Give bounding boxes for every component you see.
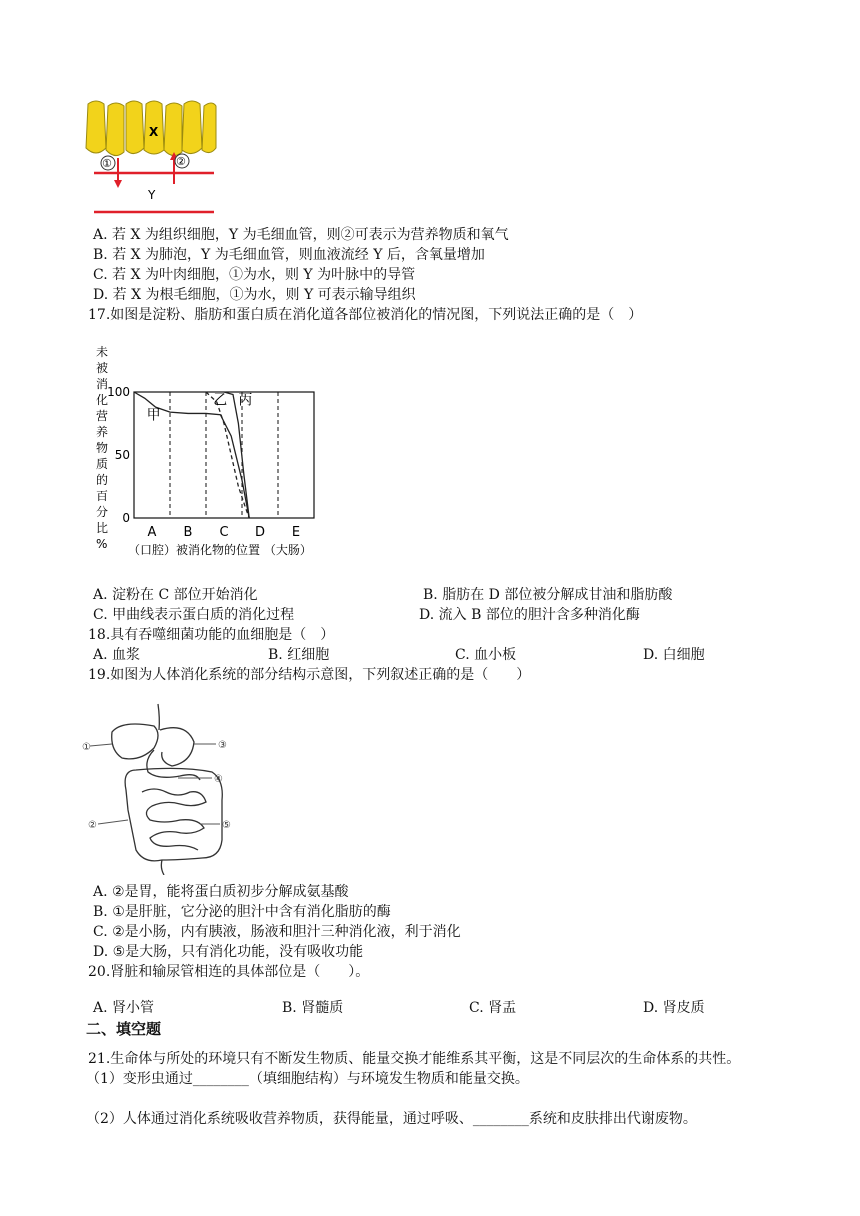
y-label-char: 比	[96, 521, 109, 535]
q19-option-b: B. ①是肝脏，它分泌的胆汁中含有消化脂肪的酶	[93, 904, 391, 920]
series-label-丙: 丙	[238, 392, 253, 409]
q16-diagram	[82, 100, 222, 218]
y-label-char: 的	[96, 473, 109, 487]
q18-option-b: B. 红细胞	[268, 647, 330, 663]
q19-option-a: A. ②是胃，能将蛋白质初步分解成氨基酸	[93, 884, 349, 900]
label-1: ①	[82, 742, 91, 753]
q17-option-b: B. 脂肪在 D 部位被分解成甘油和脂肪酸	[423, 587, 673, 603]
label-5: ⑤	[222, 820, 231, 831]
small-intestine	[142, 789, 206, 850]
y-tick-50: 50	[114, 448, 130, 462]
label-3: ③	[218, 740, 227, 751]
rectum	[161, 860, 164, 875]
q18-option-c: C. 血小板	[455, 647, 517, 663]
q16-option-b: B. 若 X 为肺泡，Y 为毛细血管，则血液流经 Y 后，含氧量增加	[93, 247, 485, 263]
q18-stem: 18.具有吞噬细菌功能的血细胞是（ ）	[88, 627, 335, 643]
y-label-char: 百	[96, 489, 109, 503]
y-label-char: 未	[96, 345, 109, 359]
y-tick-0: 0	[122, 511, 130, 525]
q16-option-d: D. 若 X 为根毛细胞，①为水，则 Y 可表示输导组织	[93, 287, 416, 303]
duodenum	[147, 750, 200, 780]
y-label-char: 消	[96, 377, 109, 391]
y-label-char: 养	[96, 425, 109, 439]
y-label-char: 分	[96, 505, 109, 519]
x-tick-C: C	[219, 525, 229, 540]
q18-option-a: A. 血浆	[93, 647, 141, 663]
q20-option-c: C. 肾盂	[469, 1000, 517, 1016]
y-label: Y	[148, 188, 156, 202]
q21-stem: 21.生命体与所处的环境只有不断发生物质、能量交换才能维系其平衡，这是不同层次的生命体系的共性。	[88, 1051, 741, 1067]
x-tick-B: B	[183, 525, 193, 540]
y-label-char: 化	[96, 393, 109, 407]
y-tick-labels	[107, 385, 130, 525]
q19-option-d: D. ⑤是大肠，只有消化功能，没有吸收功能	[93, 944, 364, 960]
label-4: ④	[214, 774, 223, 785]
q20-option-d: D. 肾皮质	[643, 1000, 705, 1016]
y-label-char: %	[96, 537, 108, 551]
q17-option-a: A. 淀粉在 C 部位开始消化	[93, 587, 258, 603]
y-label-char: 被	[96, 361, 109, 375]
esophagus	[158, 704, 159, 730]
x-tick-E: E	[291, 525, 301, 540]
x-axis-label: （口腔）被消化物的位置 （大肠）	[128, 543, 312, 557]
q20-stem: 20.肾脏和输尿管相连的具体部位是（ ）。	[88, 964, 370, 980]
x-category-labels	[148, 525, 301, 540]
plot-frame	[134, 392, 314, 518]
y-label-char: 营	[96, 409, 109, 423]
x-tick-D: D	[254, 525, 266, 540]
y-label-char: 物	[96, 441, 109, 455]
y-axis-label	[96, 344, 108, 551]
section-dividers	[170, 392, 278, 518]
q20-option-a: A. 肾小管	[93, 1000, 155, 1016]
q17-option-d: D. 流入 B 部位的胆汁含多种消化酶	[419, 607, 640, 623]
q17-stem: 17.如图是淀粉、脂肪和蛋白质在消化道各部位被消化的情况图，下列说法正确的是（ ）	[88, 307, 643, 323]
q19-stem: 19.如图为人体消化系统的部分结构示意图，下列叙述正确的是（ ）	[88, 667, 531, 683]
q20-option-b: B. 肾髓质	[282, 1000, 344, 1016]
q19-option-c: C. ②是小肠，内有胰液，肠液和胆汁三种消化液，利于消化	[93, 924, 461, 940]
curves	[134, 392, 252, 518]
q21-sub2: （2）人体通过消化系统吸收营养物质，获得能量，通过呼吸、________系统和皮肤排出代谢废物。	[86, 1111, 697, 1127]
mark-2: ②	[176, 155, 186, 168]
series-label-乙: 乙	[213, 392, 228, 409]
arrow-1-head	[114, 180, 122, 188]
series-label-甲: 甲	[146, 407, 161, 424]
curve-乙	[206, 392, 249, 518]
q18-option-d: D. 白细胞	[643, 647, 705, 663]
q17-option-c: C. 甲曲线表示蛋白质的消化过程	[93, 607, 295, 623]
section-title: 二、填空题	[86, 1020, 162, 1038]
q19-digestive-diagram	[82, 700, 242, 875]
x-label: X	[149, 125, 159, 139]
q17-chart	[90, 342, 340, 572]
y-tick-100: 100	[107, 385, 130, 399]
stomach-shape	[160, 728, 194, 766]
x-tick-A: A	[147, 525, 157, 540]
large-intestine	[125, 768, 222, 860]
q21-sub1: （1）变形虫通过________（填细胞结构）与环境发生物质和能量交换。	[86, 1071, 529, 1087]
mark-1: ①	[102, 157, 112, 170]
label-2: ②	[88, 820, 97, 831]
y-label-char: 质	[96, 457, 109, 471]
q16-option-a: A. 若 X 为组织细胞，Y 为毛细血管，则②可表示为营养物质和氧气	[93, 227, 509, 243]
q16-option-c: C. 若 X 为叶肉细胞，①为水，则 Y 为叶脉中的导管	[93, 267, 416, 283]
